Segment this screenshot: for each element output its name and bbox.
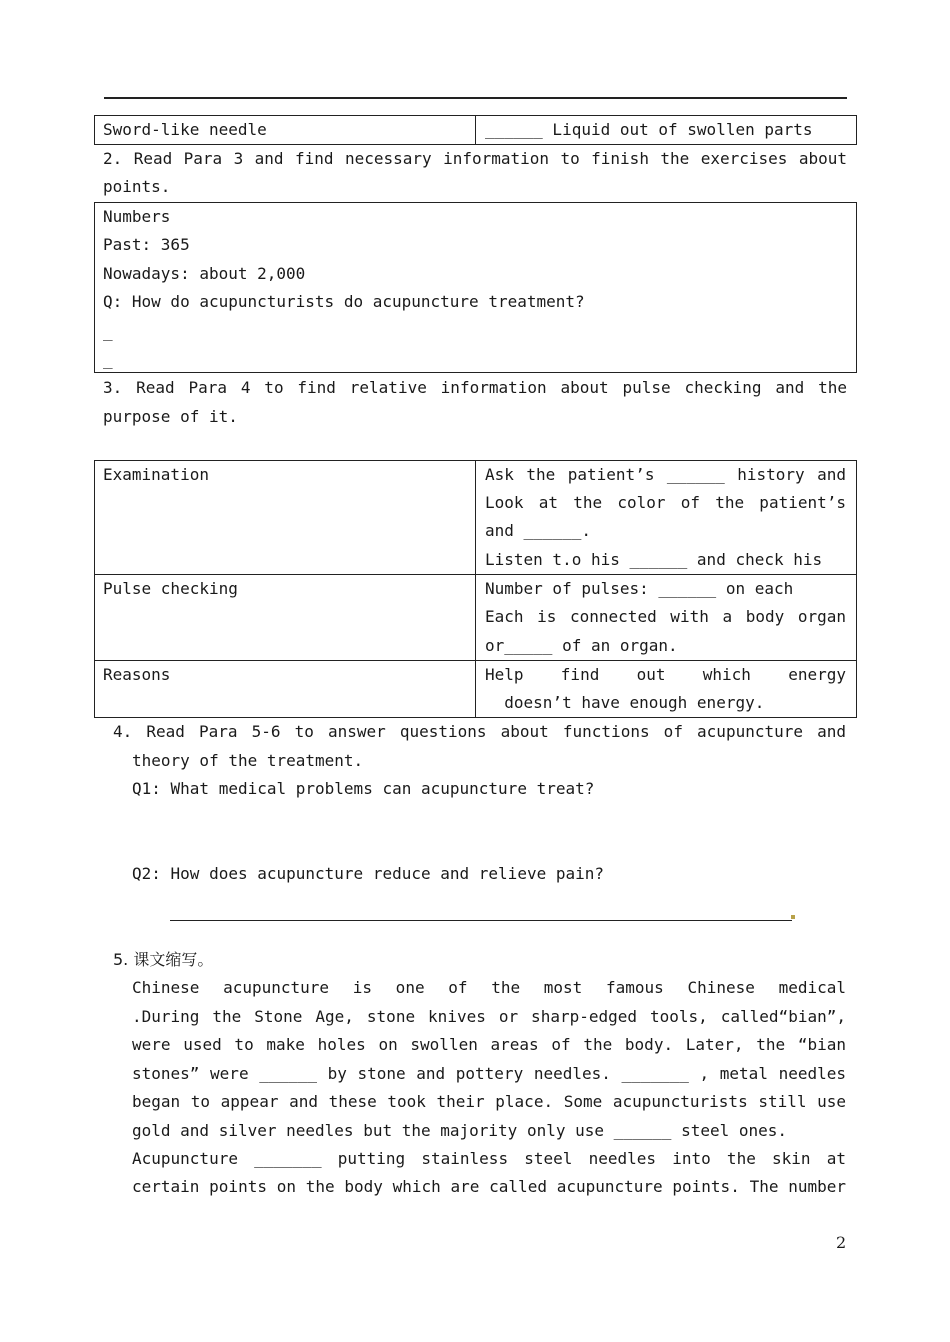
pulse-line: Each is connected with a body organ: [485, 607, 846, 626]
q3-instruction-line1: 3. Read Para 4 to find relative information about pulse checking and the: [103, 378, 847, 397]
q4-question-2: Q2: How does acupuncture reduce and relieve pain?: [132, 864, 605, 883]
summary-line: began to appear and these took their place. Some acupuncturists still use: [132, 1092, 846, 1111]
table-divider: [475, 460, 476, 718]
q4-instruction-line2: theory of the treatment.: [132, 751, 364, 770]
summary-line: certain points on the body which are called acupuncture points. The number: [132, 1177, 846, 1196]
summary-line: were used to make holes on swollen areas of the body. Later, the “bian: [132, 1035, 846, 1054]
points-question: Q: How do acupuncturists do acupuncture treatment?: [103, 292, 585, 311]
answer-blank: _: [103, 322, 113, 341]
examination-line: and ______.: [485, 521, 591, 540]
points-nowadays: Nowadays: about 2,000: [103, 264, 306, 283]
reasons-line: Help find out which energy: [485, 665, 846, 684]
reasons-label: Reasons: [103, 665, 171, 684]
points-past: Past: 365: [103, 235, 190, 254]
q2-instruction-line1: 2. Read Para 3 and find necessary information to finish the exercises about: [103, 149, 847, 168]
examination-line: Ask the patient’s ______ history and: [485, 465, 846, 484]
q4-question-1: Q1: What medical problems can acupuncture treat?: [132, 779, 595, 798]
answer-blank: _: [103, 350, 113, 369]
examination-line: Look at the color of the patient’s: [485, 493, 846, 512]
summary-line: Acupuncture _______ putting stainless steel needles into the skin at: [132, 1149, 846, 1168]
examination-line: Listen t.o his ______ and check his: [485, 550, 823, 569]
needle-use-cell: ______ Liquid out of swollen parts: [485, 120, 813, 139]
q2-instruction-line2: points.: [103, 177, 171, 196]
reasons-line: doesn’t have enough energy.: [485, 693, 765, 712]
summary-line: Chinese acupuncture is one of the most famous Chinese medical: [132, 978, 846, 997]
q5-heading: 5. 课文缩写。: [113, 950, 214, 969]
q3-instruction-line2: purpose of it.: [103, 407, 238, 426]
answer-line: [170, 920, 792, 921]
table-divider: [475, 115, 476, 145]
marker-dot: [791, 915, 795, 919]
q4-instruction-line1: 4. Read Para 5-6 to answer questions about functions of acupuncture and: [113, 722, 846, 741]
page-number: 2: [836, 1233, 847, 1252]
summary-line: gold and silver needles but the majority only use ______ steel ones.: [132, 1121, 788, 1140]
needle-name-cell: Sword-like needle: [103, 120, 267, 139]
pulse-line: or_____ of an organ.: [485, 636, 678, 655]
header-rule: [104, 97, 847, 99]
summary-line: stones” were ______ by stone and pottery needles. _______ , metal needles: [132, 1064, 846, 1083]
examination-label: Examination: [103, 465, 209, 484]
pulse-checking-label: Pulse checking: [103, 579, 238, 598]
pulse-line: Number of pulses: ______ on each: [485, 579, 794, 598]
summary-line: .During the Stone Age, stone knives or sharp-edged tools, called“bian”,: [132, 1007, 846, 1026]
points-numbers: Numbers: [103, 207, 171, 226]
